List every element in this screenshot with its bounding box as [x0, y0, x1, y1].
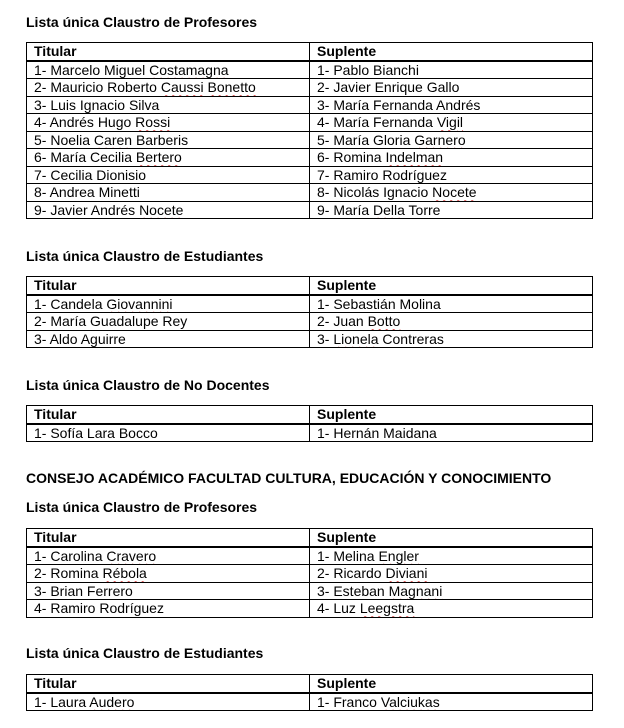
header-titular: Titular — [27, 529, 310, 547]
titular-cell: 1- Marcelo Miguel Costamagna — [27, 61, 310, 79]
table-row — [27, 547, 593, 565]
titular-cell: 1- Laura Audero — [27, 693, 310, 711]
titular-cell: 3- Aldo Aguirre — [27, 330, 310, 348]
section-heading-profesores: Lista única Claustro de Profesores — [26, 14, 258, 30]
suplente-cell: 2- Ricardo Diviani — [310, 565, 593, 583]
header-suplente: Suplente — [310, 406, 593, 424]
suplente-cell: 8- Nicolás Ignacio Nocete — [310, 184, 593, 202]
suplente-cell: 2- Javier Enrique Gallo — [310, 79, 593, 97]
table-row — [27, 693, 593, 711]
table-row — [27, 61, 593, 79]
titular-cell: 8- Andrea Minetti — [27, 184, 310, 202]
table-row — [27, 565, 593, 583]
table-header-row — [27, 675, 593, 693]
table-row — [27, 114, 593, 132]
table-row — [27, 313, 593, 331]
titular-cell: 9- Javier Andrés Nocete — [27, 201, 310, 219]
table-row — [27, 79, 593, 97]
header-titular: Titular — [27, 43, 310, 61]
titular-cell: 6- María Cecilia Bertero — [27, 149, 310, 167]
suplente-cell: 7- Ramiro Rodríguez — [310, 166, 593, 184]
table-no-docentes — [26, 405, 593, 442]
titular-cell: 3- Luis Ignacio Silva — [27, 96, 310, 114]
table-profesores — [26, 42, 593, 219]
table-row — [27, 166, 593, 184]
header-suplente: Suplente — [310, 529, 593, 547]
table-row — [27, 582, 593, 600]
consejo-heading: CONSEJO ACADÉMICO FACULTAD CULTURA, EDUCACIÓN Y CONOCIMIENTO — [26, 470, 552, 486]
titular-cell: 1- Carolina Cravero — [27, 547, 310, 565]
header-titular: Titular — [27, 277, 310, 295]
suplente-cell: 2- Juan Botto — [310, 313, 593, 331]
table-row — [27, 96, 593, 114]
header-titular: Titular — [27, 675, 310, 693]
header-suplente: Suplente — [310, 43, 593, 61]
suplente-cell: 6- Romina Indelman — [310, 149, 593, 167]
suplente-cell: 1- Hernán Maidana — [310, 424, 593, 442]
table-row — [27, 149, 593, 167]
titular-cell: 2- María Guadalupe Rey — [27, 313, 310, 331]
titular-cell: 2- Mauricio Roberto Caussi Bonetto — [27, 79, 310, 97]
titular-cell: 5- Noelia Caren Barberis — [27, 131, 310, 149]
titular-cell: 2- Romina Rébola — [27, 565, 310, 583]
suplente-cell: 3- Lionela Contreras — [310, 330, 593, 348]
header-suplente: Suplente — [310, 675, 593, 693]
section-heading-estudiantes-consejo: Lista única Claustro de Estudiantes — [26, 645, 264, 661]
table-row — [27, 131, 593, 149]
titular-cell: 1- Candela Giovannini — [27, 295, 310, 313]
section-heading-no-docentes: Lista única Claustro de No Docentes — [26, 377, 270, 393]
table-row — [27, 295, 593, 313]
table-header-row — [27, 43, 593, 61]
titular-cell: 7- Cecilia Dionisio — [27, 166, 310, 184]
suplente-cell: 1- Melina Engler — [310, 547, 593, 565]
suplente-cell: 4- María Fernanda Vigil — [310, 114, 593, 132]
suplente-cell: 1- Franco Valciukas — [310, 693, 593, 711]
titular-cell: 1- Sofía Lara Bocco — [27, 424, 310, 442]
section-heading-estudiantes: Lista única Claustro de Estudiantes — [26, 248, 264, 264]
suplente-cell: 5- María Gloria Garnero — [310, 131, 593, 149]
header-titular: Titular — [27, 406, 310, 424]
table-row — [27, 600, 593, 618]
suplente-cell: 4- Luz Leegstra — [310, 600, 593, 618]
table-header-row — [27, 277, 593, 295]
section-heading-profesores-consejo: Lista única Claustro de Profesores — [26, 499, 258, 515]
titular-cell: 4- Ramiro Rodríguez — [27, 600, 310, 618]
table-estudiantes — [26, 276, 593, 348]
suplente-cell: 9- María Della Torre — [310, 201, 593, 219]
suplente-cell: 3- María Fernanda Andrés — [310, 96, 593, 114]
table-row — [27, 424, 593, 442]
table-header-row — [27, 529, 593, 547]
table-profesores-consejo — [26, 528, 593, 618]
suplente-cell: 1- Sebastián Molina — [310, 295, 593, 313]
suplente-cell: 3- Esteban Magnani — [310, 582, 593, 600]
titular-cell: 3- Brian Ferrero — [27, 582, 310, 600]
table-header-row — [27, 406, 593, 424]
header-suplente: Suplente — [310, 277, 593, 295]
table-row — [27, 330, 593, 348]
table-row — [27, 201, 593, 219]
table-estudiantes-consejo — [26, 674, 593, 711]
titular-cell: 4- Andrés Hugo Rossi — [27, 114, 310, 132]
suplente-cell: 1- Pablo Bianchi — [310, 61, 593, 79]
table-row — [27, 184, 593, 202]
